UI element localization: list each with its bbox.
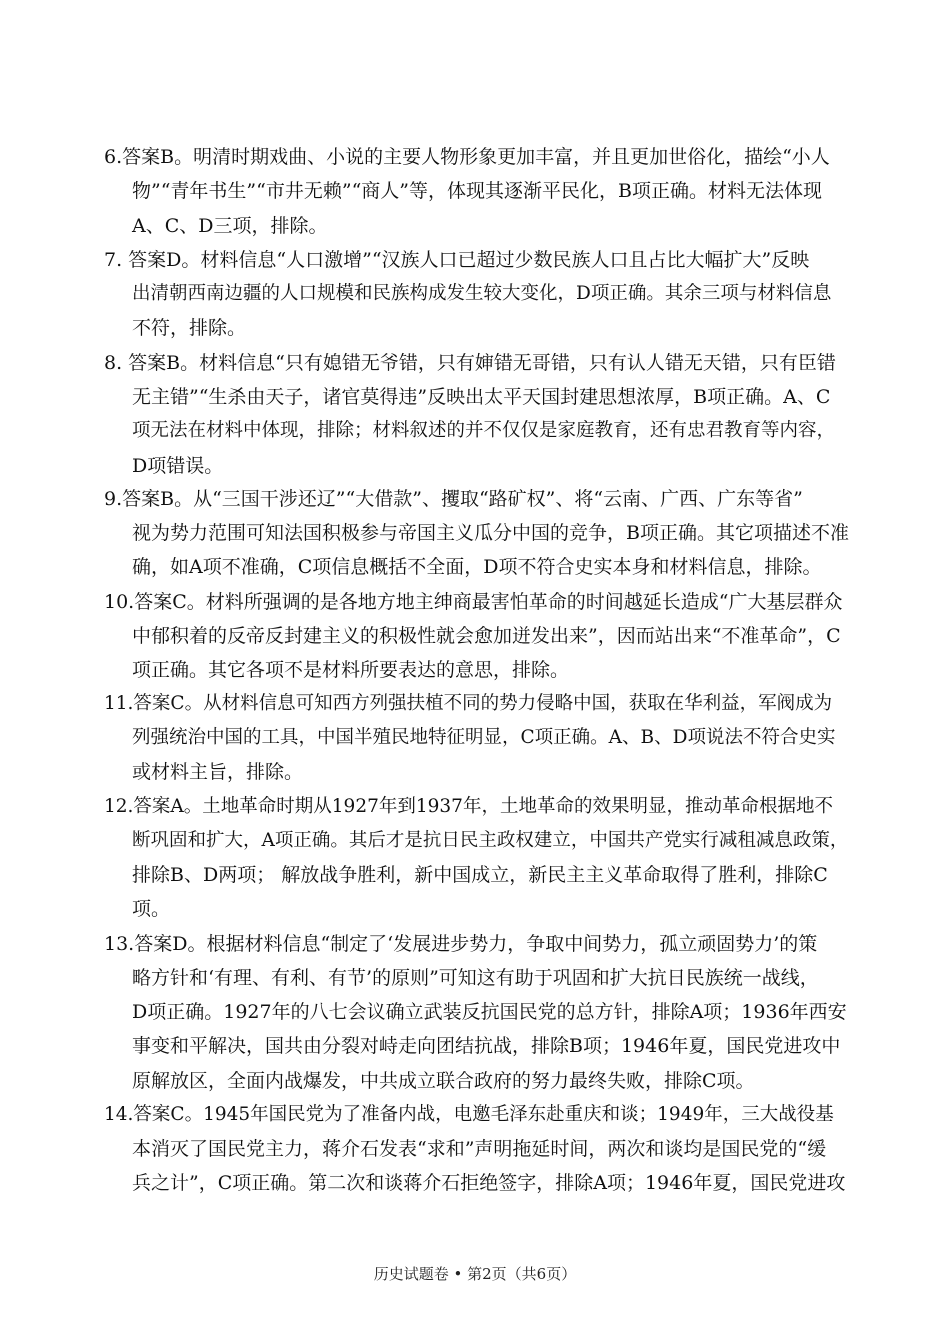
text-line: D项正确。1927年的八七会议确立武装反抗国民党的总方针，排除A项；1936年西安 [132,1001,847,1023]
text-line: A、C、D三项，排除。 [132,215,328,237]
text-line: 13.答案D。根据材料信息“制定了‘发展进步势力，争取中间势力，孤立顽固势力’的策 [104,933,818,955]
text-line: 或材料主旨，排除。 [132,761,304,783]
text-line: 6.答案B。明清时期戏曲、小说的主要人物形象更加丰富，并且更加世俗化，描绘“小人 [104,146,830,168]
text-line: 排除B、D两项； 解放战争胜利，新中国成立，新民主主义革命取得了胜利，排除C [132,864,828,886]
text-line: 项正确。其它各项不是材料所要表达的意思，排除。 [132,659,570,681]
text-line: 项无法在材料中体现，排除；材料叙述的并不仅仅是家庭教育，还有忠君教育等内容， [132,420,836,441]
text-line: 14.答案C。1945年国民党为了准备内战，电邀毛泽东赴重庆和谈；1949年，三大战役基 [104,1104,834,1125]
page-footer: 历史试题卷 • 第2页（共6页） [373,1265,577,1283]
text-line: 项。 [132,898,171,920]
text-line: 出清朝西南边疆的人口规模和民族构成发生较大变化，D项正确。其余三项与材料信息 [132,283,832,304]
text-line: 9.答案B。从“三国干涉还辽”“大借款”、攫取“路矿权”、将“云南、广西、广东等省” [104,488,803,510]
text-line: 略方针和‘有理、有利、有节’的原则”可知这有助于巩固和扩大抗日民族统一战线， [132,967,819,989]
text-line: 列强统治中国的工具，中国半殖民地特征明显，C项正确。A、B、D项说法不符合史实 [132,727,836,748]
text-line: 无主错”“生杀由天子，诸官莫得违”反映出太平天国封建思想浓厚，B项正确。A、C [132,386,831,408]
text-line: 视为势力范围可知法国积极参与帝国主义瓜分中国的竞争，B项正确。其它项描述不准 [132,522,849,544]
text-line: D项错误。 [132,455,224,477]
text-line: 12.答案A。土地革命时期从1927年到1937年，土地革命的效果明显，推动革命根据地不 [104,796,833,817]
text-line: 事变和平解决，国共由分裂对峙走向团结抗战，排除B项；1946年夏，国民党进攻中 [132,1035,841,1057]
text-line: 11.答案C。从材料信息可知西方列强扶植不同的势力侵略中国，获取在华利益，军阀成为 [104,693,833,714]
text-line: 7. 答案D。材料信息“人口激增”“汉族人口已超过少数民族人口且占比大幅扩大”反映 [104,249,810,271]
text-line: 原解放区，全面内战爆发，中共成立联合政府的努力最终失败，排除C项。 [132,1070,755,1092]
text-line: 兵之计”，C项正确。第二次和谈蒋介石拒绝签字，排除A项；1946年夏，国民党进攻 [132,1172,846,1194]
text-line: 10.答案C。材料所强调的是各地方地主绅商最害怕革命的时间越延长造成“广大基层群众 [104,591,843,613]
text-line: 不符，排除。 [132,317,247,339]
text-line: 中郁积着的反帝反封建主义的积极性就会愈加迸发出来”，因而站出来“不准革命”，C [132,625,841,647]
text-line: 物”“青年书生”“市井无赖”“商人”等，体现其逐渐平民化，B项正确。材料无法体现 [132,180,822,202]
text-line: 8. 答案B。材料信息“只有媳错无爷错，只有婶错无哥错，只有认人错无天错，只有臣错 [104,352,836,374]
text-line: 断巩固和扩大，A项正确。其后才是抗日民主政权建立，中国共产党实行减租减息政策， [132,830,849,851]
text-line: 确，如A项不准确，C项信息概括不全面，D项不符合史实本身和材料信息，排除。 [132,556,822,578]
text-line: 本消灭了国民党主力，蒋介石发表“求和”声明拖延时间，两次和谈均是国民党的“缓 [132,1138,827,1160]
